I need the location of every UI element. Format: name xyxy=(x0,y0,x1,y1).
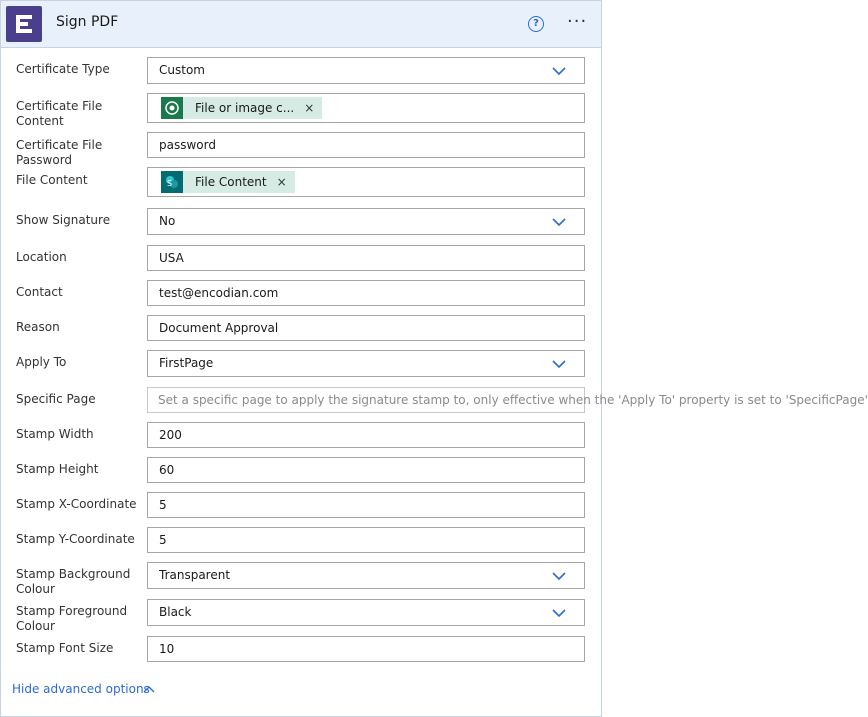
encodian-logo-icon xyxy=(6,6,42,42)
file-content-token[interactable]: S File Content × xyxy=(161,171,295,193)
contact-label: Contact xyxy=(16,285,63,299)
stamp-height-label: Stamp Height xyxy=(16,462,99,476)
stamp-y-label: Stamp Y-Coordinate xyxy=(16,532,135,546)
dataverse-icon xyxy=(161,97,183,119)
ellipsis-icon[interactable]: ··· xyxy=(567,11,588,32)
chevron-down-icon xyxy=(552,606,566,620)
apply-to-dropdown[interactable]: FirstPage xyxy=(147,350,585,377)
hide-advanced-options-link[interactable]: Hide advanced options xyxy=(12,682,150,696)
stamp-width-label: Stamp Width xyxy=(16,427,94,441)
contact-input[interactable]: test@encodian.com xyxy=(147,280,585,306)
certificate-type-dropdown[interactable] xyxy=(147,57,585,84)
stamp-foreground-colour-dropdown[interactable]: Black xyxy=(147,599,585,626)
stamp-x-input[interactable]: 5 xyxy=(147,492,585,518)
file-content-field[interactable] xyxy=(147,167,585,197)
show-signature-label: Show Signature xyxy=(16,213,111,227)
certificate-file-content-field[interactable] xyxy=(147,93,585,123)
certificate-type-label: Certificate Type xyxy=(16,62,110,76)
stamp-font-size-label: Stamp Font Size xyxy=(16,641,114,655)
reason-label: Reason xyxy=(16,320,60,334)
remove-token-icon[interactable]: × xyxy=(276,175,287,189)
action-title[interactable]: Sign PDF xyxy=(56,14,119,30)
location-label: Location xyxy=(16,250,67,264)
stamp-y-input[interactable]: 5 xyxy=(147,527,585,553)
stamp-width-input[interactable]: 200 xyxy=(147,422,585,448)
question-circle-icon[interactable]: ? xyxy=(528,16,544,32)
sharepoint-icon xyxy=(161,171,183,193)
file-or-image-token[interactable]: File or image c... × xyxy=(161,97,322,119)
stamp-background-colour-dropdown[interactable]: Transparent xyxy=(147,562,585,589)
stamp-x-label: Stamp X-Coordinate xyxy=(16,497,137,511)
specific-page-input[interactable]: Set a specific page to apply the signature stamp to, only effective when the 'Apply To' property is set to 'SpecificPage' xyxy=(147,387,585,413)
chevron-down-icon xyxy=(552,64,566,78)
certificate-file-password-label: Certificate File Password xyxy=(16,138,103,167)
chevron-up-icon[interactable] xyxy=(143,684,155,694)
remove-token-icon[interactable]: × xyxy=(304,101,315,115)
chevron-down-icon xyxy=(552,357,566,371)
specific-page-label: Specific Page xyxy=(16,392,96,406)
certificate-file-content-label: Certificate File Content xyxy=(16,99,103,128)
stamp-height-input[interactable]: 60 xyxy=(147,457,585,483)
stamp-background-colour-label: Stamp Background Colour xyxy=(16,567,131,596)
stamp-font-size-input[interactable]: 10 xyxy=(147,636,585,662)
apply-to-label: Apply To xyxy=(16,355,67,369)
chevron-down-icon xyxy=(552,569,566,583)
stamp-foreground-colour-label: Stamp Foreground Colour xyxy=(16,604,128,633)
chevron-down-icon xyxy=(552,215,566,229)
certificate-file-password-input[interactable]: password xyxy=(147,132,585,158)
svg-text:S: S xyxy=(167,179,173,188)
location-input[interactable]: USA xyxy=(147,245,585,271)
certificate-type-value: Custom xyxy=(159,63,205,77)
show-signature-dropdown[interactable]: No xyxy=(147,208,585,235)
reason-input[interactable]: Document Approval xyxy=(147,315,585,341)
card-header[interactable] xyxy=(1,1,601,48)
file-content-label: File Content xyxy=(16,173,88,187)
